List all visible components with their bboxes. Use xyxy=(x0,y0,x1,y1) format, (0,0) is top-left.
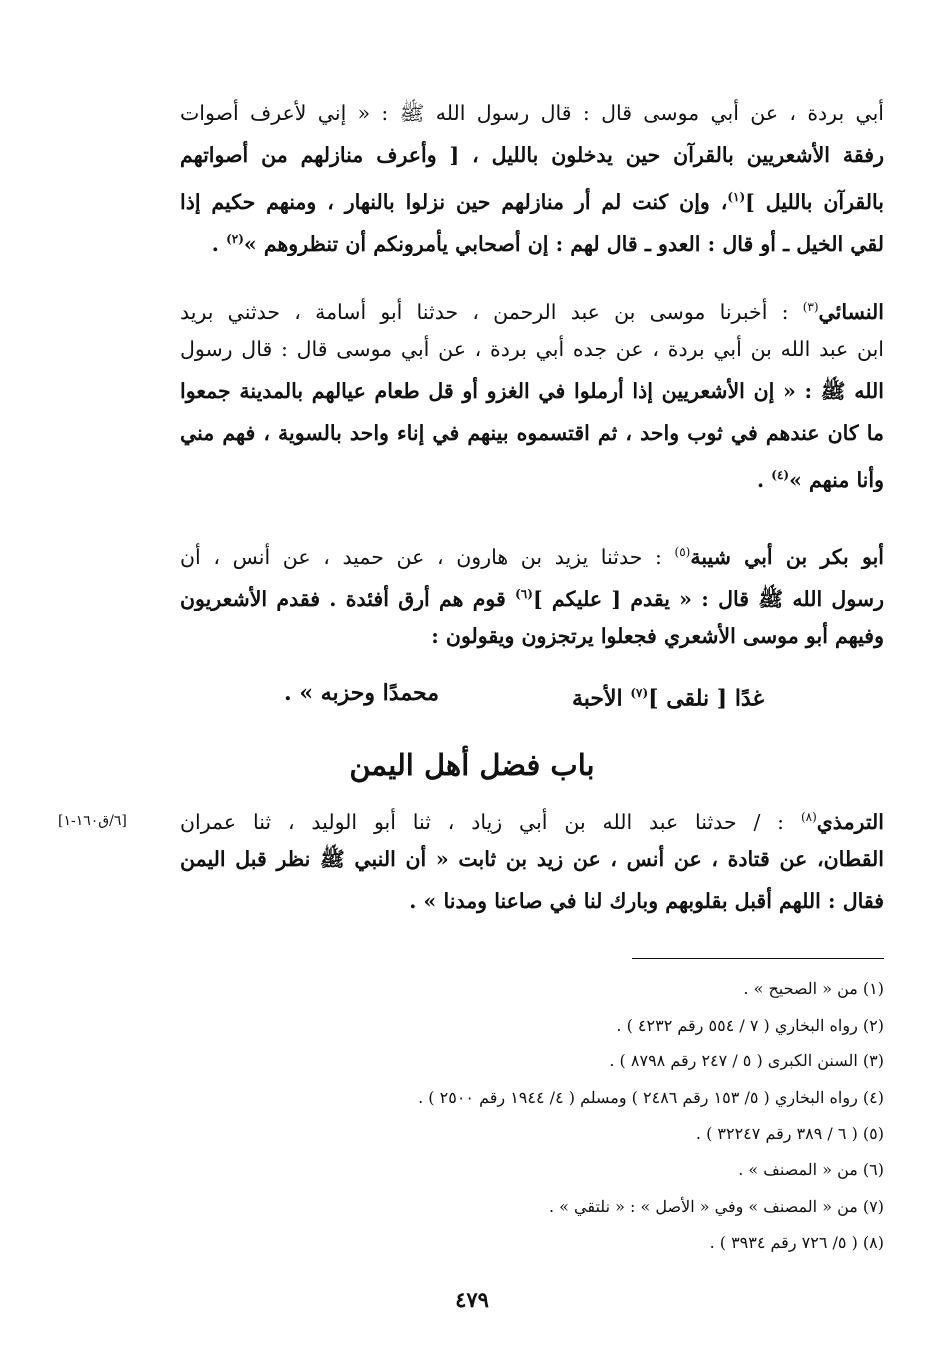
footnote: (٢) رواه البخاري ( ٧ / ٥٥٤ رقم ٤٢٣٢ ) . xyxy=(616,1016,884,1035)
footnote: (٣) السنن الكبرى ( ٥ / ٢٤٧ رقم ٨٧٩٨ ) . xyxy=(609,1051,884,1070)
footnote: (٥) ( ٦ / ٣٨٩ رقم ٣٢٢٤٧ ) . xyxy=(695,1124,884,1143)
source-name: الترمذي xyxy=(816,809,884,834)
text-line: فقال : اللهم أقبل بقلوبهم وبارك لنا في صاعنا ومدنا » . xyxy=(409,889,884,913)
footnote-separator xyxy=(632,958,884,959)
text-line: رفقة الأشعريين بالقرآن حين يدخلون بالليل ، [ وأعرف منازلهم من أصواتهم xyxy=(180,143,884,167)
text-line: رسول الله ﷺ قال : « يقدم [ عليكم ]$^{(٦)}$ قوم هم أرق أفئدة . فقدم الأشعريون xyxy=(180,586,884,611)
footnote: (٦) من « المصنف » . xyxy=(738,1160,884,1179)
footnote-marker[interactable]: (٨) xyxy=(800,810,817,824)
text-line: وأنا منهم »$^{(٤)}$ . xyxy=(756,467,884,492)
footnote-marker[interactable]: (١) xyxy=(727,190,746,204)
footnote-marker[interactable]: (٢) xyxy=(226,232,244,246)
text-line: الترمذي$^{(٨)}$ : / حدثنا عبد الله بن أبي زياد ، ثنا أبو الوليد ، ثنا عمران xyxy=(180,809,884,834)
margin-reference: [٦/ق١٦٠-١] xyxy=(58,813,127,829)
footnote-marker[interactable]: (٣) xyxy=(802,300,819,314)
text-line: ابن عبد الله بن أبي بردة ، عن جده أبي بردة ، عن أبي موسى قال : قال رسول xyxy=(180,337,884,361)
verse-second-half: محمدًا وحزبه » . xyxy=(284,680,440,706)
footnote: (١) من « الصحيح » . xyxy=(743,979,884,998)
source-name: أبو بكر بن أبي شيبة xyxy=(690,544,884,569)
footnote: (٨) ( ٥/ ٧٢٦ رقم ٣٩٣٤ ) . xyxy=(709,1233,884,1252)
text-line: القطان، عن قتادة ، عن أنس ، عن زيد بن ثابت « أن النبي ﷺ نظر قبل اليمن xyxy=(180,847,884,871)
poem-verse xyxy=(284,675,764,716)
footnote-marker[interactable]: (٧) xyxy=(630,686,649,700)
text-line: أبو بكر بن أبي شيبة$^{(٥)}$ : حدثنا يزيد بن هارون ، عن حميد ، عن أنس ، أن xyxy=(180,544,884,569)
text-line: وفيهم أبو موسى الأشعري فجعلوا يرتجزون ويقولون : xyxy=(431,624,884,648)
source-name: النسائي xyxy=(818,299,884,324)
footnote-marker[interactable]: (٥) xyxy=(674,545,691,559)
text-line: لقي الخيل ـ أو قال : العدو ـ قال لهم : إن أصحابي يأمرونكم أن تنظروهم »$^{(٢)}$ . xyxy=(211,231,884,256)
text-line: الله ﷺ : « إن الأشعريين إذا أرملوا في الغزو أو قل طعام عيالهم بالمدينة جمعوا xyxy=(180,379,884,403)
text-line: ما كان عندهم في ثوب واحد ، ثم اقتسموه بينهم في إناء واحد بالسوية ، فهم مني xyxy=(180,421,884,445)
chapter-heading: باب فضل أهل اليمن xyxy=(349,748,595,782)
text-line: بالقرآن بالليل ]$^{(١)}$، وإن كنت لم أر منازلهم حين نزلوا بالنهار ، ومنهم حكيم إذا xyxy=(180,189,884,214)
page-number: ٤٧٩ xyxy=(455,1287,489,1312)
text-line: النسائي$^{(٣)}$ : أخبرنا موسى بن عبد الرحمن ، حدثنا أبو أسامة ، حدثني بريد xyxy=(180,299,884,324)
footnote-marker[interactable]: (٤) xyxy=(771,468,790,482)
footnote: (٤) رواه البخاري ( ٥/ ١٥٣ رقم ٢٤٨٦ ) ومسلم ( ٤/ ١٩٤٤ رقم ٢٥٠٠ ) . xyxy=(418,1088,884,1107)
verse-first-half: غدًا [ نلقى ]$^{(٧)}$ الأحبة xyxy=(571,685,764,712)
footnote-marker[interactable]: (٦) xyxy=(515,587,533,601)
text-line: أبي بردة ، عن أبي موسى قال : قال رسول الله ﷺ : « إني لأعرف أصوات xyxy=(180,101,884,125)
footnote: (٧) من « المصنف » وفي « الأصل » : « نلتقي » . xyxy=(549,1197,884,1216)
